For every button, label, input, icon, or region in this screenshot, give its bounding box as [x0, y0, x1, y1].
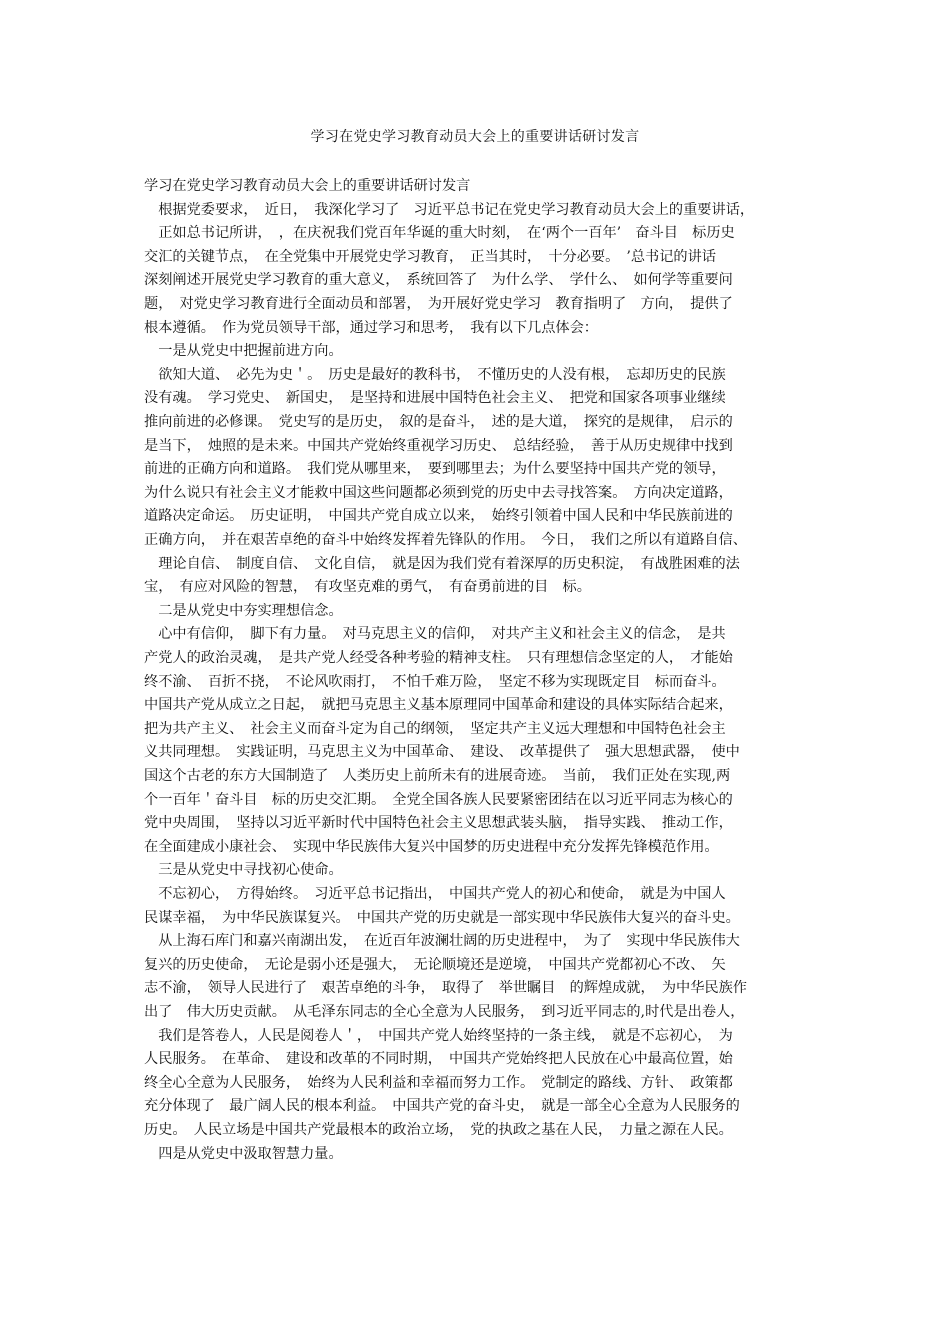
- body-line: 宝， 有应对风险的智慧， 有攻坚克难的勇气， 有奋勇前进的目 标。: [144, 579, 591, 596]
- body-line: 题， 对党史学习教育进行全面动员和部署， 为开展好党史学习 教育指明了 方向， 提供了: [144, 296, 733, 312]
- body-line: 义共同理想。 实践证明，马克思主义为中国革命、 建设、 改革提供了 强大思想武器， 使中: [144, 744, 740, 761]
- body-line: 是当下， 烛照的是未来。中国共产党始终重视学习历史、 总结经验， 善于从历史规律中找到: [144, 437, 733, 454]
- body-line: 出了 伟大历史贡献。 从毛泽东同志的全心全意为人民服务， 到习近平同志的,时代是出卷人，: [144, 1004, 745, 1020]
- body-line: 国这个古老的东方大国制造了 人类历史上前所未有的进展奇迹。 当前， 我们正处在实现,两: [144, 768, 731, 784]
- body-line: 从上海石库门和嘉兴南湖出发， 在近百年波澜壮阔的历史进程中， 为了 实现中华民族伟大: [144, 933, 740, 950]
- body-line: 交汇的关键节点， 在全党集中开展党史学习教育， 正当其时， 十分必要。 ’总书记的讲话: [144, 248, 716, 265]
- body-line: 个一百年＇奋斗目 标的历史交汇期。 全党全国各族人民要紧密团结在以习近平同志为核心的: [144, 791, 733, 808]
- body-line: 复兴的历史使命， 无论是弱小还是强大， 无论顺境还是逆境， 中国共产党都初心不改、 矢: [144, 956, 726, 973]
- body-line: 为什么说只有社会主义才能救中国这些问题都必须到党的历史中去寻找答案。 方向决定道路，: [144, 484, 733, 501]
- document-title: 学习在党史学习教育动员大会上的重要讲话研讨发言: [310, 129, 640, 145]
- body-line: 在全面建成小康社会、 实现中华民族伟大复兴中国梦的历史进程中充分发挥先锋模范作用。: [144, 838, 719, 855]
- body-line: 推向前进的必修课。 党史写的是历史， 叙的是奋斗， 述的是大道， 探究的是规律， 启示的: [144, 414, 733, 430]
- body-line: 三是从党史中寻找初心使命。: [144, 862, 343, 879]
- body-line: 正确方向， 并在艰苦卓绝的奋斗中始终发挥着先锋队的作用。 今日， 我们之所以有道路自信、: [144, 532, 747, 548]
- body-line: 终不渝、 百折不挠， 不论风吹雨打， 不怕千难万险， 坚定不移为实现既定目 标而奋斗。: [144, 673, 726, 690]
- body-line: 志不渝， 领导人民进行了 艰苦卓绝的斗争， 取得了 举世瞩目 的辉煌成就， 为中华民族作: [144, 980, 747, 997]
- body-line: 民谋幸福， 为中华民族谋复兴。 中国共产党的历史就是一部实现中华民族伟大复兴的奋斗史。: [144, 909, 740, 926]
- body-line: 正如总书记所讲， ，在庆祝我们党百年华诞的重大时刻， 在‘两个一百年’ 奋斗目 标历史: [144, 225, 735, 242]
- body-line: 不忘初心， 方得始终。 习近平总书记指出， 中国共产党人的初心和使命， 就是为中国人: [144, 886, 726, 902]
- body-line: 一是从党史中把握前进方向。: [144, 343, 343, 360]
- body-line: 历史。 人民立场是中国共产党最根本的政治立场， 党的执政之基在人民， 力量之源在人民。: [144, 1122, 733, 1138]
- body-line: 四是从党史中汲取智慧力量。: [144, 1145, 343, 1162]
- body-line: 党中央周围， 坚持以习近平新时代中国特色社会主义思想武装头脑， 指导实践、 推动工作，: [144, 815, 733, 832]
- body-line: 根本遵循。 作为党员领导干部，通过学习和思考， 我有以下几点体会：: [144, 319, 598, 336]
- body-line: 二是从党史中夯实理想信念。: [144, 602, 343, 619]
- body-line: 心中有信仰， 脚下有力量。 对马克思主义的信仰， 对共产主义和社会主义的信念， 是共: [144, 626, 726, 643]
- body-line: 终全心全意为人民服务， 始终为人民利益和幸福而努力工作。 党制定的路线、方针、 政策都: [144, 1074, 733, 1091]
- body-line: 产党人的政治灵魂， 是共产党人经受各种考验的精神支柱。 只有理想信念坚定的人， 才能始: [144, 650, 733, 666]
- body-line: 把为共产主义、 社会主义而奋斗定为自己的纲领， 坚定共产主义远大理想和中国特色社会主: [144, 720, 726, 737]
- body-line: 欲知大道、 必先为史＇。 历史是最好的教科书， 不懂历史的人没有根， 忘却历史的民族: [144, 366, 726, 383]
- body-line: 学习在党史学习教育动员大会上的重要讲话研讨发言: [144, 178, 471, 194]
- body-line: 道路决定命运。 历史证明， 中国共产党自成立以来， 始终引领着中国人民和中华民族前进的: [144, 508, 733, 525]
- body-line: 根据党委要求， 近日， 我深化学习了 习近平总书记在党史学习教育动员大会上的重要讲话，: [144, 201, 755, 218]
- body-line: 人民服务。 在革命、 建设和改革的不同时期， 中国共产党始终把人民放在心中最高位置，始: [144, 1051, 733, 1068]
- body-line: 我们是答卷人，人民是阅卷人＇， 中国共产党人始终坚持的一条主线， 就是不忘初心， 为: [144, 1027, 733, 1044]
- body-line: 充分体现了 最广阔人民的根本利益。 中国共产党的奋斗史， 就是一部全心全意为人民服务的: [144, 1098, 740, 1115]
- body-line: 中国共产党从成立之日起， 就把马克思主义基本原理同中国革命和建设的具体实际结合起来，: [144, 697, 733, 714]
- body-line: 理论自信、 制度自信、 文化自信， 就是因为我们党有着深厚的历史积淀， 有战胜困难的法: [144, 555, 740, 572]
- body-line: 前进的正确方向和道路。 我们党从哪里来， 要到哪里去；为什么要坚持中国共产党的领导，: [144, 461, 726, 478]
- body-line: 深刻阐述开展党史学习教育的重大意义， 系统回答了 为什么学、 学什么、 如何学等重要问: [144, 272, 733, 289]
- body-line: 没有魂。 学习党史、 新国史， 是坚持和进展中国特色社会主义、 把党和国家各项事业继续: [144, 390, 726, 407]
